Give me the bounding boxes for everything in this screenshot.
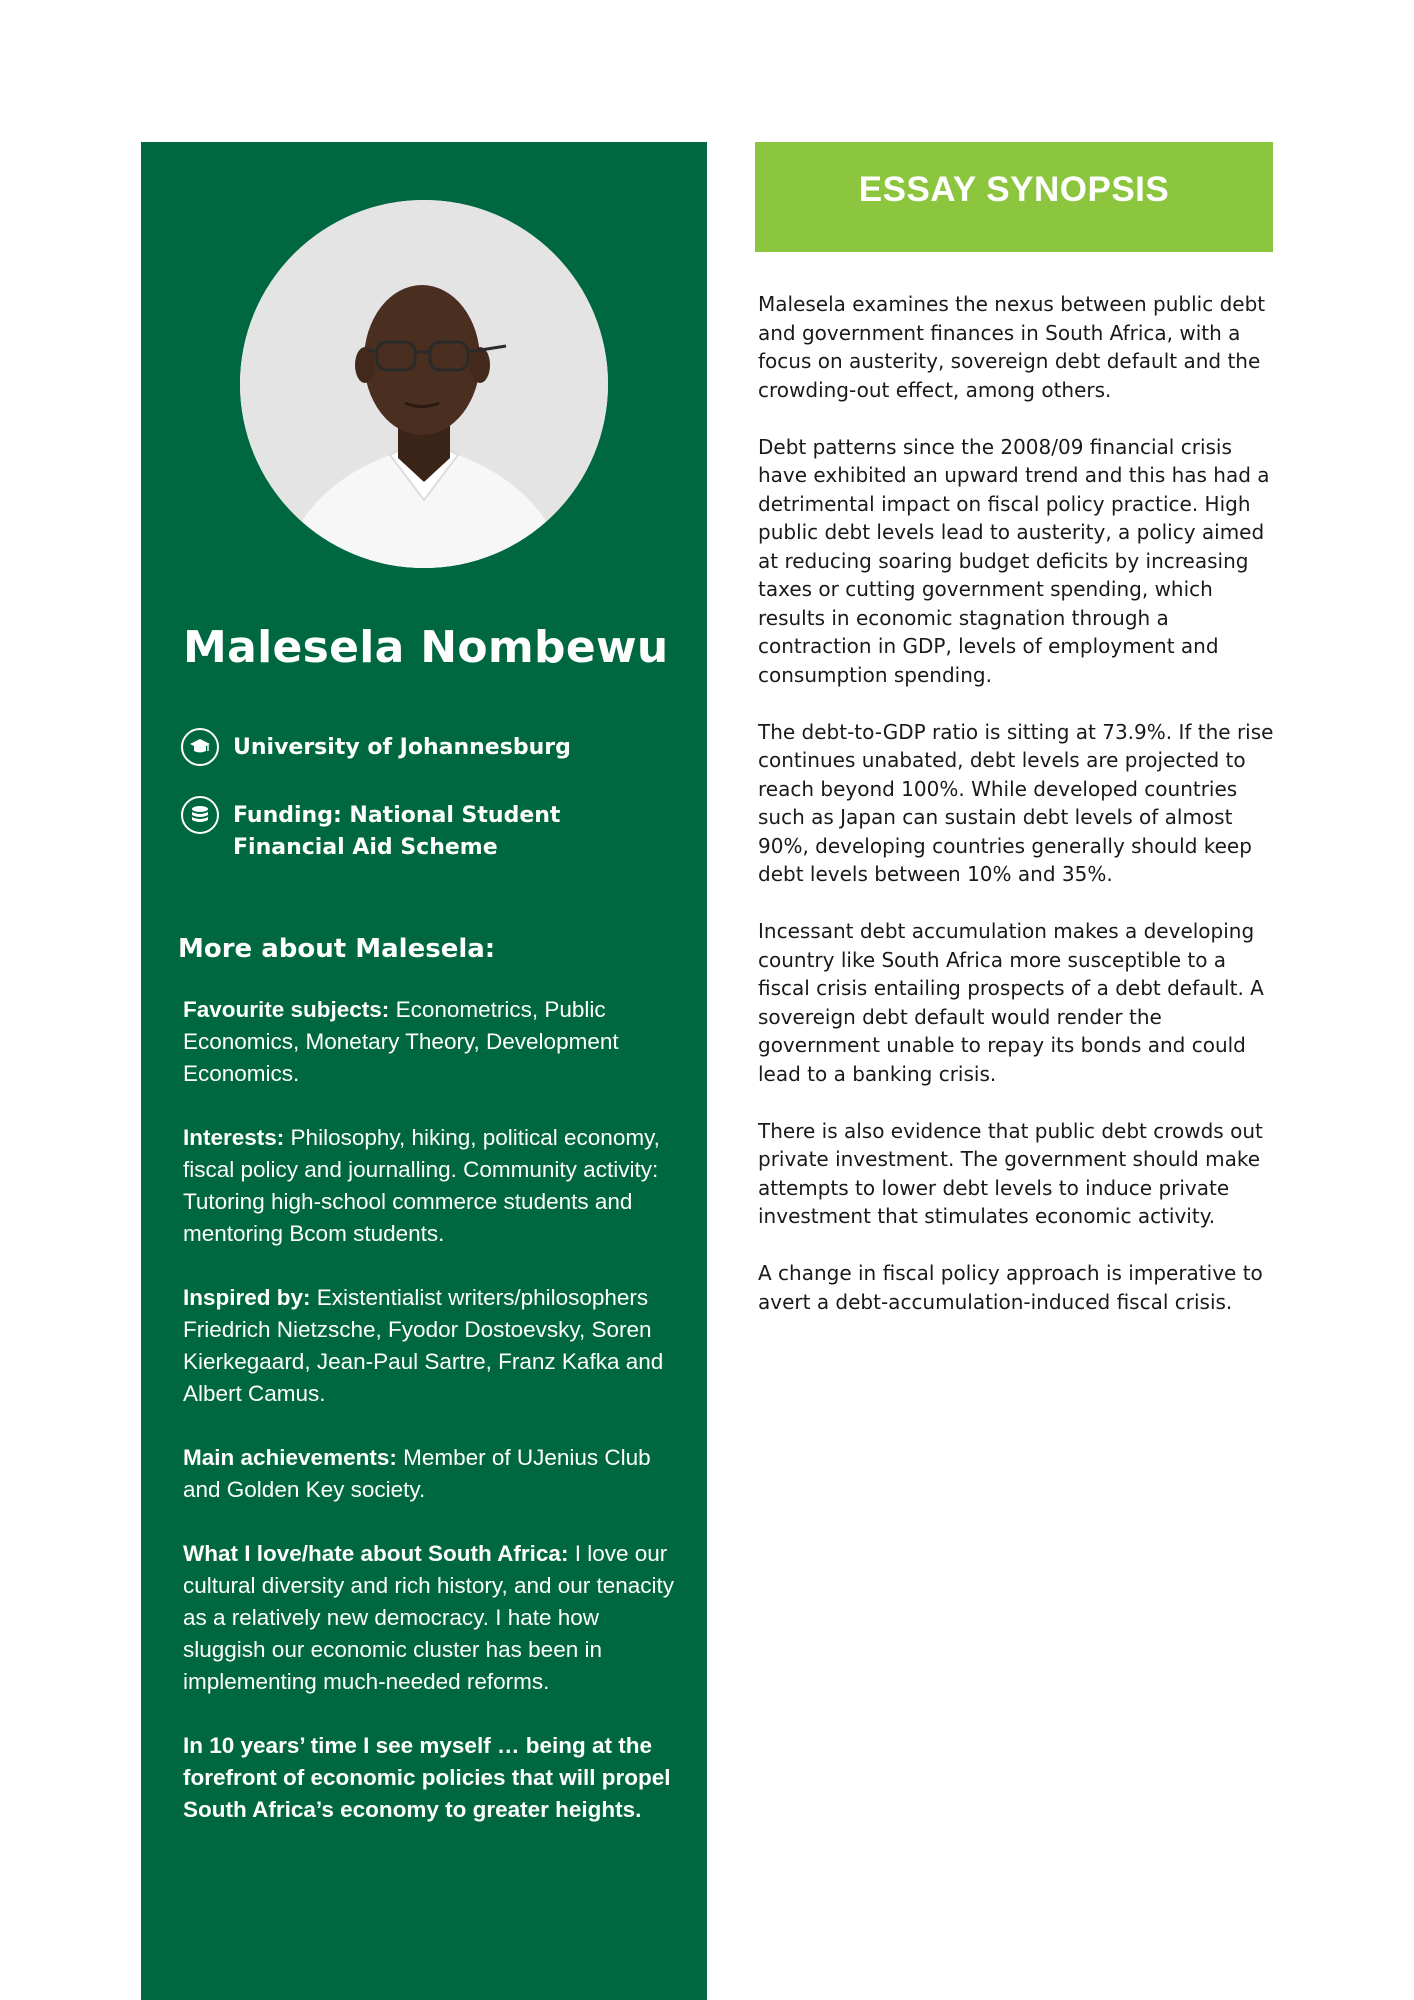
- synopsis-paragraph: Debt patterns since the 2008/09 financial crisis have exhibited an upward trend and this has had a detrimental impact on fiscal policy practice. High public debt levels lead to austerity, a policy aimed at reducing soaring budget deficits by increasing taxes or cutting government spending, which results in economic stagnation through a contraction in GDP, levels of employment and consumption spending.: [758, 434, 1270, 687]
- graduation-cap-icon: [181, 728, 219, 766]
- section-text: Philosophy, hiking, political economy, fiscal policy and journalling. Community activity: Tutoring high-school commerce students and mentoring Bcom students.: [183, 1125, 660, 1246]
- university-label: University of Johannesburg: [233, 735, 571, 760]
- portrait-illustration: [240, 200, 608, 568]
- section-text: Member of UJenius Club and Golden Key society.: [183, 1445, 651, 1502]
- section-label: What I love/hate about South Africa:: [183, 1541, 569, 1566]
- about-section: [183, 994, 675, 1858]
- section-text: I love our cultural diversity and rich history, and our tenacity as a relatively new democracy. I hate how sluggish our economic cluster has been in implementing much-needed reforms.: [183, 1541, 675, 1694]
- synopsis-paragraph: Incessant debt accumulation makes a developing country like South Africa more susceptible to a fiscal crisis entailing prospects of a debt default. A sovereign debt default would render the government unable to repay its bonds and could lead to a banking crisis.: [758, 919, 1264, 1086]
- university-row: [181, 732, 673, 766]
- more-about-heading: More about Malesela:: [178, 934, 496, 964]
- profile-photo: [240, 200, 608, 568]
- student-name: Malesela Nombewu: [183, 622, 669, 673]
- synopsis-paragraph: There is also evidence that public debt crowds out private investment. The government should make attempts to lower debt levels to induce private investment that stimulates economic activity.: [758, 1118, 1263, 1228]
- essay-synopsis-title: ESSAY SYNOPSIS: [858, 170, 1170, 209]
- essay-synopsis-body: [758, 290, 1278, 1345]
- synopsis-paragraph: A change in fiscal policy approach is imperative to avert a debt-accumulation-induced fiscal crisis.: [758, 1261, 1263, 1314]
- section-text: Existentialist writers/philosophers Friedrich Nietzsche, Fyodor Dostoevsky, Soren Kierkegaard, Jean-Paul Sartre, Franz Kafka and Albert Camus.: [183, 1285, 664, 1406]
- section-label: Interests:: [183, 1125, 285, 1150]
- love-hate-south-africa: [183, 1538, 675, 1698]
- section-label: Main achievements:: [183, 1445, 397, 1470]
- section-label: Inspired by:: [183, 1285, 311, 1310]
- ten-year-vision: In 10 years’ time I see myself … being at the forefront of economic policies that will propel South Africa’s economy to greater heights.: [183, 1733, 671, 1822]
- funding-row: [181, 800, 673, 864]
- synopsis-paragraph: Malesela examines the nexus between public debt and government finances in South Africa, with a focus on austerity, sovereign debt default and the crowding-out effect, among others.: [758, 292, 1266, 402]
- section-label: Favourite subjects:: [183, 997, 390, 1022]
- profile-panel: [141, 142, 707, 2000]
- main-achievements: [183, 1442, 675, 1506]
- inspired-by: [183, 1282, 675, 1410]
- funding-label: Funding: National Student Financial Aid Scheme: [233, 803, 561, 860]
- money-stack-icon: [181, 796, 219, 834]
- interests: [183, 1122, 675, 1250]
- section-text: Econometrics, Public Economics, Monetary Theory, Development Economics.: [183, 997, 619, 1086]
- synopsis-paragraph: The debt-to-GDP ratio is sitting at 73.9%. If the rise continues unabated, debt levels are projected to reach beyond 100%. While developed countries such as Japan can sustain debt levels of almost 90%, developing countries generally should keep debt levels between 10% and 35%.: [758, 719, 1274, 886]
- favourite-subjects: [183, 994, 675, 1090]
- essay-synopsis-header: [755, 142, 1273, 252]
